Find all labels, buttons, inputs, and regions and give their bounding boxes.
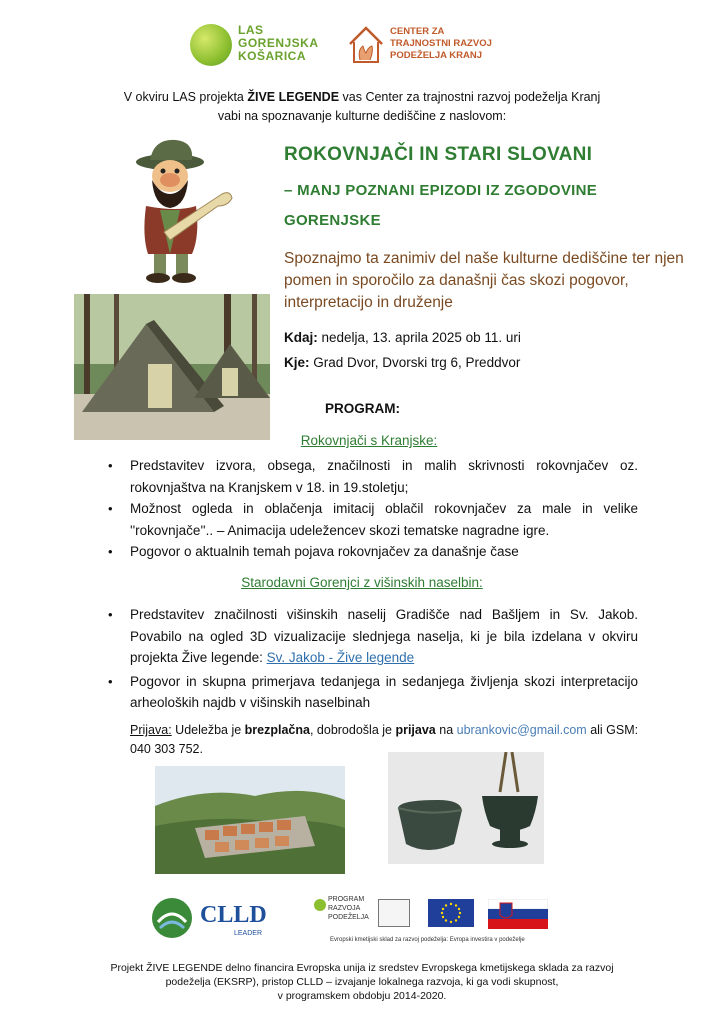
sv-jakob-link[interactable]: Sv. Jakob - Žive legende xyxy=(266,650,415,665)
leader-emblem-icon xyxy=(378,899,410,927)
list-item: • Pogovor in skupna primerjava tedanjega in sedanjega življenja skozi interpretacijo arheoloških najdb v višinskih naselbinah xyxy=(108,671,638,714)
center-trajnostni-razvoj-logo xyxy=(346,20,506,70)
center-logo-line: PODEŽELJA KRANJ xyxy=(390,50,483,61)
list-item: • Predstavitev značilnosti višinskih naselij Gradišče nad Bašljem in Sv. Jakob. Povabilo na ogled 3D vizualizacije slednjega naselja, ki je bila izdelana v okviru projekta Žive legende: Sv. Jakob - Žive legende xyxy=(108,604,638,669)
rokovnjac-cartoon-image xyxy=(118,136,242,284)
leader-text: LEADER xyxy=(234,930,263,937)
event-title: ROKOVNJAČI IN STARI SLOVANI xyxy=(284,144,593,165)
las-logo-line: LAS xyxy=(238,23,264,37)
las-logo-icon xyxy=(190,24,232,66)
intro-text: V okviru LAS projekta ŽIVE LEGENDE vas Center za trajnostni razvoj podeželja Kranj vabi na spoznavanje kulturne dediščine z naslovom: xyxy=(123,90,601,123)
event-where: Kje: Grad Dvor, Dvorski trg 6, Preddvor xyxy=(284,355,521,370)
list-item: • Pogovor o aktualnih temah pojava rokovnjačev za današnje čase xyxy=(108,541,638,563)
las-logo-line: KOŠARICA xyxy=(238,49,307,63)
ancient-kettle-artifact-image xyxy=(388,752,544,864)
eu-flag-icon xyxy=(428,899,474,927)
list-item: • Predstavitev izvora, obsega, značilnosti in malih skrivnosti rokovnjačev oz. rokovnjaštva na Kranjskem v 18. in 19.stoletju; xyxy=(108,455,638,498)
program-logo-line: PROGRAM xyxy=(328,896,365,903)
las-gorenjska-kosarica-logo xyxy=(190,20,330,70)
clld-emblem-icon xyxy=(150,896,194,940)
center-logo-line: CENTER ZA xyxy=(390,26,445,37)
section1-list xyxy=(108,455,638,563)
clld-leader-logo xyxy=(150,896,284,940)
funding-footer: Projekt ŽIVE LEGENDE delno financira Evropska unija iz sredstev Evropskega kmetijskega sklada za razvoj podeželja (EKSRP), pristop CLLD – izvajanje lokalnega razvoja, ki ga vodi skupnost, v programskem obdobju 2014-2020. xyxy=(110,962,614,1002)
program-razvoja-podezelja-logos xyxy=(312,893,562,949)
email-link[interactable]: ubrankovic@gmail.com xyxy=(456,723,587,737)
program-razvoja-icon xyxy=(312,897,328,913)
las-logo-line: GORENJSKA xyxy=(238,36,319,50)
registration-info: Prijava: Udeležba je brezplačna, dobrodošla je prijava na ubrankovic@gmail.com ali GSM: 040 303 752. xyxy=(130,723,639,756)
program-heading: PROGRAM: xyxy=(325,401,400,416)
house-hands-icon xyxy=(346,22,386,66)
program-logo-line: RAZVOJA xyxy=(328,905,361,912)
center-logo-line: TRAJNOSTNI RAZVOJ xyxy=(390,38,492,49)
program-logo-line: PODEŽELJA xyxy=(328,914,369,921)
rokovnjac-huts-photo xyxy=(74,294,270,440)
event-subtitle: Spoznajmo ta zanimiv del naše kulturne dediščine ter njen pomen in sporočilo za današnji čas skozi pogovor, interpretacijo in druženje xyxy=(284,250,684,311)
slovenia-flag-icon xyxy=(488,899,548,929)
hillfort-3d-visualization-image xyxy=(155,766,345,874)
event-title-line2: – MANJ POZNANI EPIZODI IZ ZGODOVINE xyxy=(284,182,598,199)
section-heading-rokovnjaci: Rokovnjači s Kranjske: xyxy=(300,433,438,448)
section2-list xyxy=(108,604,638,714)
event-title-line3: GORENJSKE xyxy=(284,212,381,229)
clld-text: CLLD xyxy=(200,902,267,928)
section-heading-starodavni-gorenjci: Starodavni Gorenjci z višinskih naselbin: xyxy=(241,575,483,590)
list-item: • Možnost ogleda in oblačenja imitacij oblačil rokovnjačev za male in velike ''rokovnjače''.. – Animacija udeležencev skozi tematske nagradne igre. xyxy=(108,498,638,541)
event-when: Kdaj: nedelja, 13. aprila 2025 ob 11. uri xyxy=(284,330,521,345)
eu-fund-caption: Evropski kmetijski sklad za razvoj podeželja: Evropa investira v podeželje xyxy=(330,937,525,943)
